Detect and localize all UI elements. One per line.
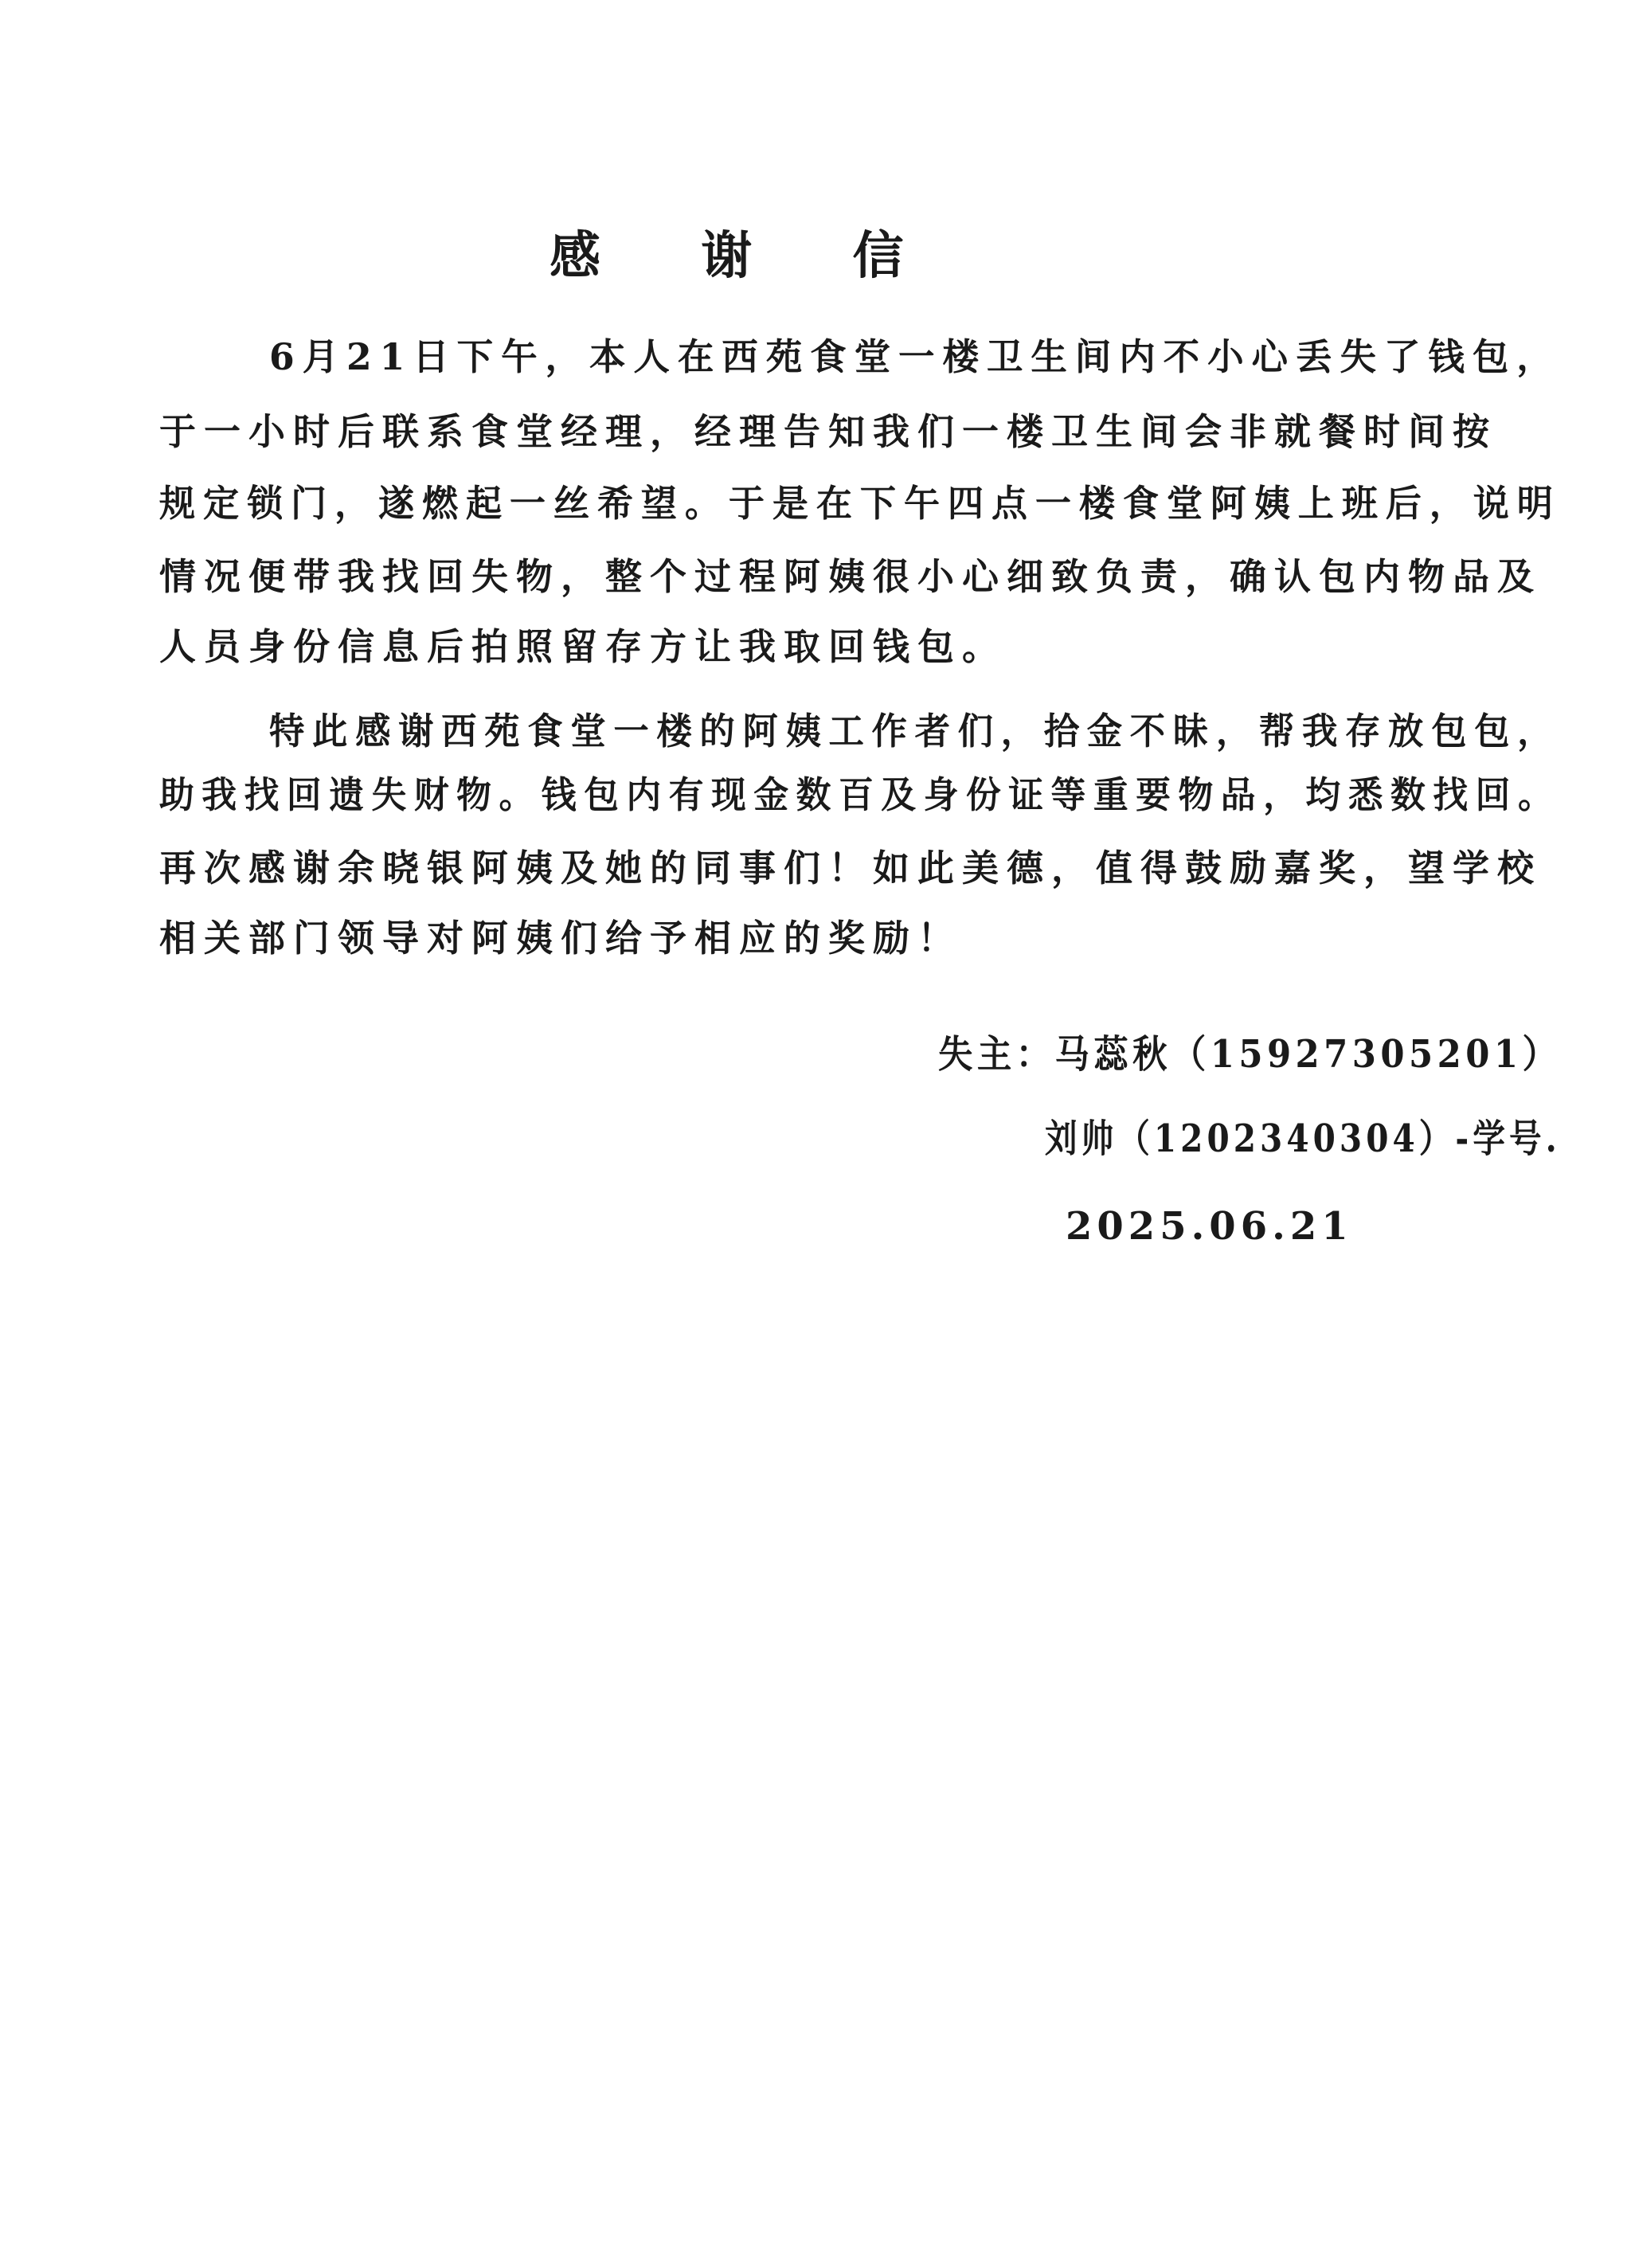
- letter-line-5: 人员身份信息后拍照留存方让我取回钱包。: [159, 625, 1007, 668]
- letter-title: 感 谢 信: [550, 226, 945, 286]
- letter-line-6: 特此感谢西苑食堂一楼的阿姨工作者们，拾金不昧，帮我存放包包，: [269, 710, 1561, 753]
- letter-line-9: 相关部门领导对阿姨们给予相应的奖励！: [159, 917, 962, 960]
- letter-line-8: 再次感谢余晓银阿姨及她的同事们！如此美德，值得鼓励嘉奖，望学校: [159, 847, 1542, 890]
- letter-line-1: 6月21日下午，本人在西苑食堂一楼卫生间内不小心丢失了钱包，: [269, 335, 1561, 378]
- signature-owner: 失主：马蕊秋（15927305201）: [938, 1032, 1562, 1077]
- letter-line-2: 于一小时后联系食堂经理，经理告知我们一楼卫生间会非就餐时间按: [159, 410, 1497, 453]
- signature-date: 2025.06.21: [1066, 1204, 1353, 1249]
- letter-line-7: 助我找回遗失财物。钱包内有现金数百及身份证等重要物品，均悉数找回。: [159, 773, 1561, 816]
- signature-companion: 刘帅（1202340304）-学号.: [1045, 1116, 1561, 1161]
- letter-line-4: 情况便带我找回失物，整个过程阿姨很小心细致负责，确认包内物品及: [159, 555, 1542, 598]
- letter-line-3: 规定锁门，遂燃起一丝希望。于是在下午四点一楼食堂阿姨上班后，说明: [159, 482, 1561, 525]
